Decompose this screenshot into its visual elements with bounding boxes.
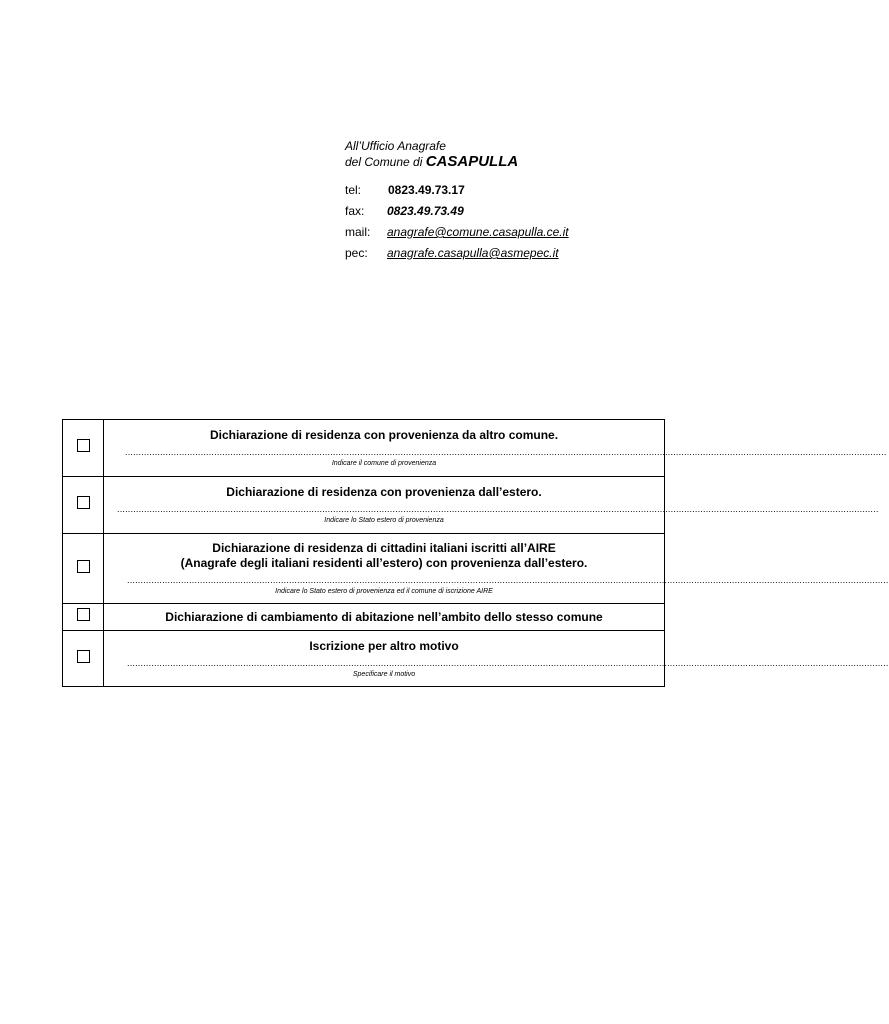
option-row: [63, 534, 665, 604]
fill-in-line[interactable]: ..........................................................................................................................................................................................................................................................................................: [125, 447, 887, 457]
option-content: [104, 631, 889, 687]
recipient-prefix: del Comune di: [345, 155, 426, 169]
option-content: [104, 420, 887, 477]
tel-label: tel:: [345, 183, 362, 197]
option-content: [104, 604, 665, 631]
declaration-options-table: [62, 419, 889, 687]
fax-label: fax:: [345, 204, 365, 218]
checkbox-cell: [63, 477, 104, 534]
option-title: Dichiarazione di cambiamento di abitazione nell’ambito dello stesso comune: [165, 609, 603, 624]
tel-value: 0823.49.73.17: [388, 183, 465, 197]
checkbox-option-1[interactable]: [77, 439, 90, 452]
checkbox-option-2[interactable]: [77, 496, 90, 509]
checkbox-cell: [63, 420, 104, 477]
checkbox-option-4[interactable]: [77, 608, 90, 621]
option-hint: Indicare il comune di provenienza: [331, 460, 437, 467]
option-hint: Indicare lo Stato estero di provenienza: [324, 517, 444, 524]
fax-value: 0823.49.73.49: [387, 204, 464, 218]
option-title: Iscrizione per altro motivo: [309, 638, 459, 653]
option-row: [63, 631, 665, 687]
option-row: [63, 604, 665, 631]
recipient-municipality: [345, 153, 518, 171]
mail-label: mail:: [345, 225, 371, 239]
option-title: Dichiarazione di residenza con provenienza da altro comune.: [209, 428, 559, 442]
option-hint: Specificare il motivo: [352, 670, 416, 678]
option-row: [63, 420, 665, 477]
recipient-office: All’Ufficio Anagrafe: [345, 139, 446, 153]
option-row: [63, 477, 665, 534]
recipient-town: CASAPULLA: [425, 153, 519, 170]
recipient-block: [345, 139, 518, 171]
checkbox-cell: [63, 631, 104, 687]
pec-label: pec:: [345, 246, 368, 260]
checkbox-option-5[interactable]: [77, 650, 90, 663]
fill-in-line[interactable]: ..........................................................................................................................................................................................................................................................................................: [127, 657, 889, 668]
option-title: Dichiarazione di residenza con provenienza dall’estero.: [226, 485, 542, 499]
option-content: [104, 477, 879, 534]
checkbox-option-3[interactable]: [77, 560, 90, 573]
option-title-line2: (Anagrafe degli italiani residenti all’estero) con provenienza dall’estero.: [180, 556, 588, 570]
option-hint: Indicare lo Stato estero di provenienza ed il comune di iscrizione AIRE: [275, 588, 493, 595]
option-content: [104, 534, 889, 604]
fill-in-line[interactable]: ..........................................................................................................................................................................................................................................................................................: [127, 575, 889, 585]
pec-link[interactable]: anagrafe.casapulla@asmepec.it: [387, 246, 559, 260]
checkbox-cell: [63, 534, 104, 604]
option-title-line1: Dichiarazione di residenza di cittadini italiani iscritti all’AIRE: [212, 541, 556, 555]
fill-in-line[interactable]: ..........................................................................................................................................................................................................................................................................................: [117, 504, 879, 514]
checkbox-cell: [63, 604, 104, 631]
mail-link[interactable]: anagrafe@comune.casapulla.ce.it: [387, 225, 569, 239]
